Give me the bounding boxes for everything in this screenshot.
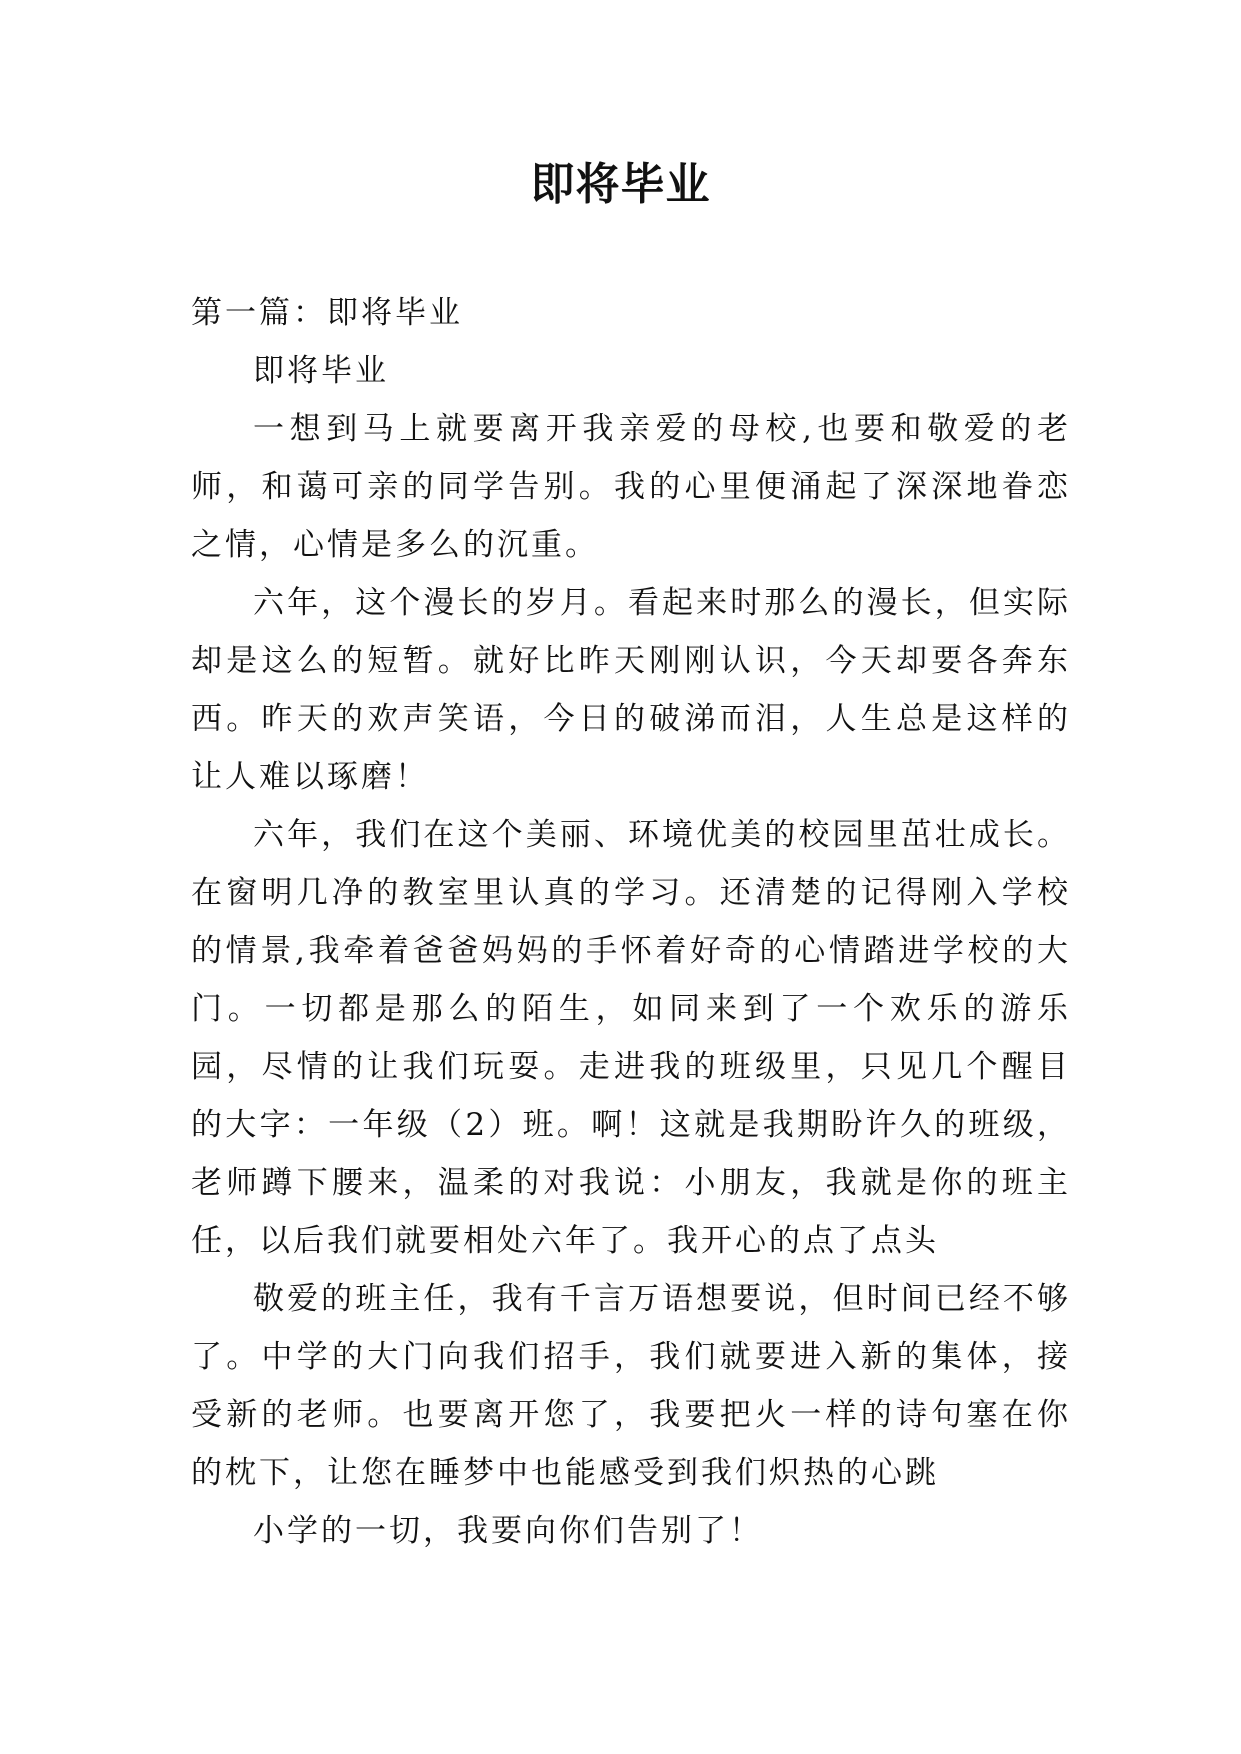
section-heading: 第一篇：即将毕业 (191, 295, 463, 331)
document-title: 即将毕业 (530, 159, 711, 210)
paragraph: 一想到马上就要离开我亲爱的母校,也要和敬爱的老师，和蔼可亲的同学告别。我的心里便涌起了深深地眷恋之情，心情是多么的沉重。 (191, 411, 1071, 563)
paragraph: 六年，这个漫长的岁月。看起来时那么的漫长，但实际却是这么的短暂。就好比昨天刚刚认识，今天却要各奔东西。昨天的欢声笑语，今日的破涕而泪，人生总是这样的让人难以琢磨！ (191, 585, 1071, 795)
paragraph-subtitle: 即将毕业 (253, 353, 389, 389)
document-body (191, 284, 1071, 1560)
paragraph: 六年，我们在这个美丽、环境优美的校园里茁壮成长。在窗明几净的教室里认真的学习。还清楚的记得刚入学校的情景,我牵着爸爸妈妈的手怀着好奇的心情踏进学校的大门。一切都是那么的陌生，如同来到了一个欢乐的游乐园，尽情的让我们玩耍。走进我的班级里，只见几个醒目的大字：一年级（2）班。啊！这就是我期盼许久的班级，老师蹲下腰来，温柔的对我说：小朋友，我就是你的班主任，以后我们就要相处六年了。我开心的点了点头 (191, 817, 1071, 1259)
paragraph: 小学的一切，我要向你们告别了！ (253, 1513, 763, 1549)
paragraph: 敬爱的班主任，我有千言万语想要说，但时间已经不够了。中学的大门向我们招手，我们就要进入新的集体，接受新的老师。也要离开您了，我要把火一样的诗句塞在你的枕下，让您在睡梦中也能感受到我们炽热的心跳 (191, 1281, 1071, 1491)
